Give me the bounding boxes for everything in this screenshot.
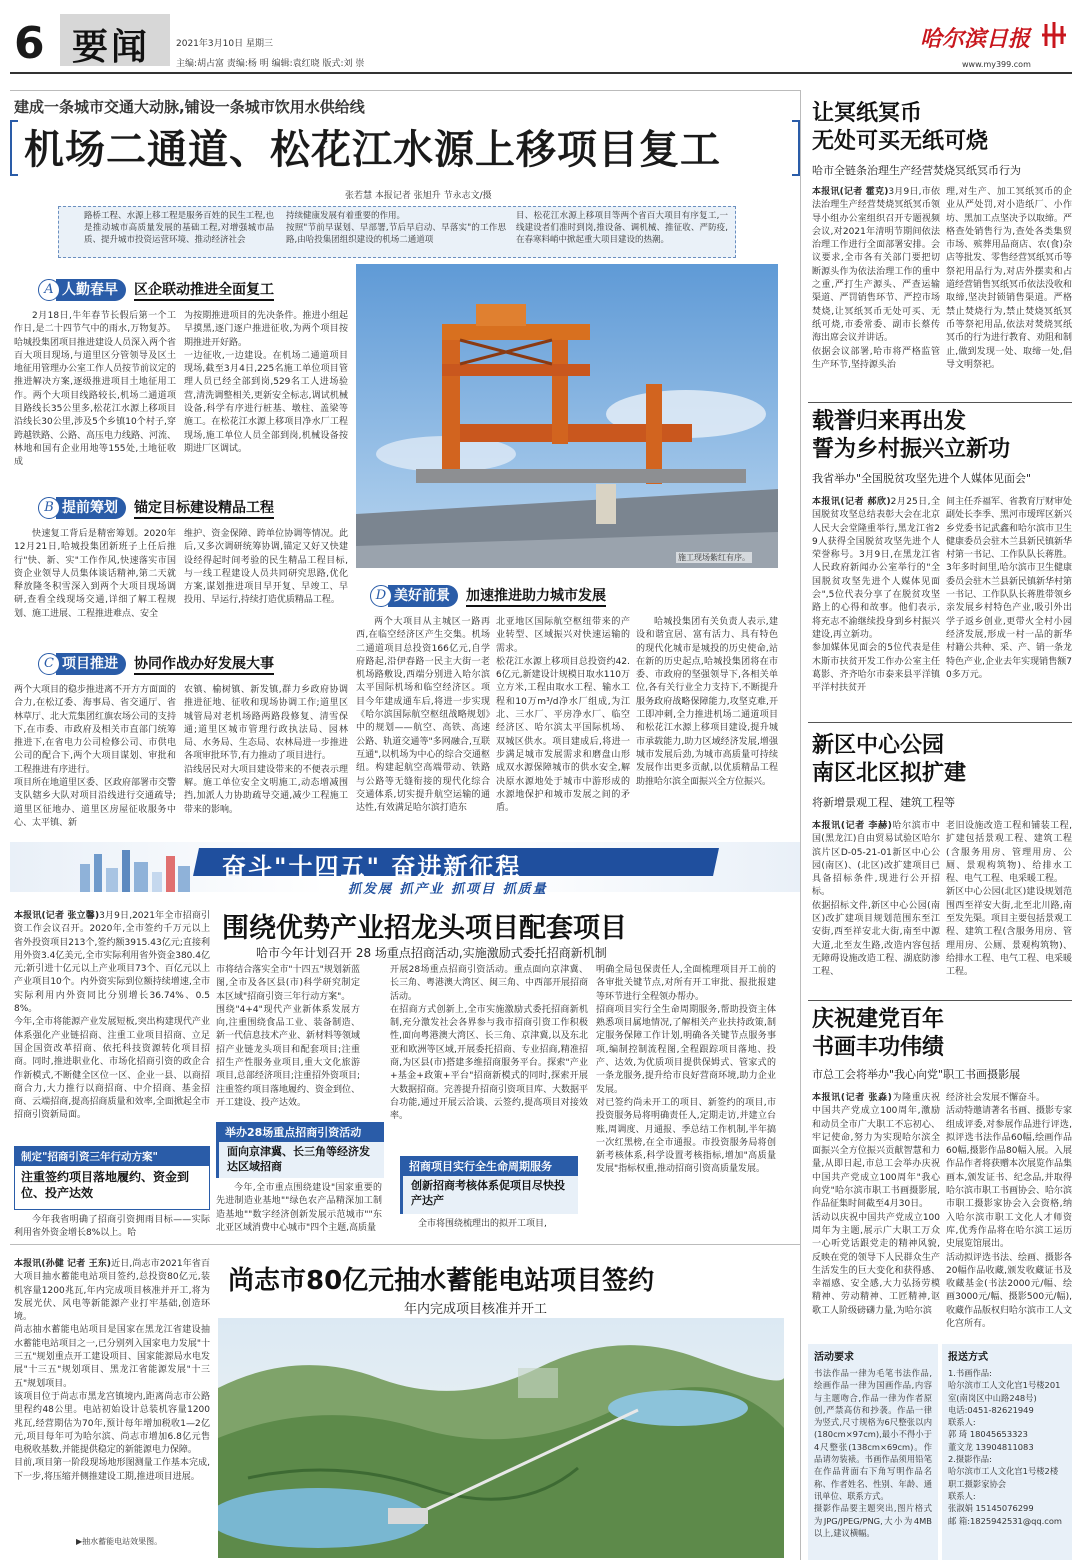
page-number: 6 <box>14 18 45 69</box>
section-a-tag: 人勤春早 <box>56 279 126 301</box>
right-s3-byline: 本报讯(记者 李赫) <box>812 821 892 831</box>
invest-box3-sub: 创新招商考核体系促项目尽快投产达产 <box>411 1179 565 1207</box>
section-a-header <box>38 278 274 302</box>
right-s1-byline: 本报讯(记者 霍克) <box>812 187 889 197</box>
banner-subtitle: 抓发展 抓产业 抓项目 抓质量 <box>348 882 548 897</box>
pump-photo-caption: ▶抽水蓄能电站效果图。 <box>76 1537 163 1546</box>
section-d-header <box>370 584 606 608</box>
right-s2-rule <box>808 722 1072 723</box>
right-s1-title-line1: 让冥纸冥币 <box>812 101 923 126</box>
right-s2-text-col2: 间主任乔福军、省教育厅财审处副处长李季、黑河市瑷珲区新兴乡党委书记武鑫和哈尔滨市卫生健康委员会驻木兰县新民镇新华村第一书记、工作队队长蒋胜。 3年多时间里,哈尔滨市卫生健康委员会驻木兰县新民镇新华村第一书记、工作队队长蒋胜带领乡亲发展乡村特色产业,吸引外出学子返乡创业,更带火全村小园经济发展,形成一村一品的新华村籍公共种、采、产、销一条龙特色产业,企业去年实现销售额70多万元。 <box>946 497 1072 680</box>
right-s4-title-line1: 庆祝建党百年 <box>812 1007 945 1032</box>
invest-text-5: 开展28场重点招商引资活动。重点面向京津冀、长三角、粤港澳大湾区、闽三角、中西部开展招商活动。 在招商方式创新上,全市实施激励式委托招商新机制,充分激发社会各界参与我市招商引资工作积极性,面向粤港澳大湾区、长三角、京津冀,以及东北亚和欧洲等区域,开展委托招商、专业招商,精准招商,为区县(市)搭建多维招商服务平台。探索"产业+基金+政策+平台"招商新模式的同时,探索开展大数据招商。完善提升招商引资项目库、大数据平台功能,通过开展云洽谈、云签约,提高项目对接效率。 <box>390 965 588 1122</box>
construction-photo-caption: 施工现场紫红有序。 <box>678 553 750 562</box>
right-s3-subtitle: 将新增景观工程、建筑工程等 <box>812 796 955 809</box>
section-c-subtitle: 协同作战办好发展大事 <box>134 653 274 675</box>
pump-text-body: 近日,尚志市2021年省百大项目抽水蓄能电站项目签约,总投资80亿元,装机容量1200兆瓦,年内完成项目核准并开工,将为发展光伏、风电等新能源产业打牢基础,创造环境。 尚志抽水蓄能电站项目是国家在黑龙江省建设抽水蓄能电站项目之一,已分别列入国家电力发展"十三五"规划重点开工建设项目、国家能源局水电发展"十三五"规划项目、黑龙江省能源发展"十三五"规划项目。 该项目位于尚志市黑龙宫镇境内,距离尚志市公路里程约48公里。电站初始设计总装机容量1200兆瓦,经营期估为70年,预计每年增加税收1—2亿元,项目每年可为哈尔滨、尚志市增加6.8亿元售电税收基数,并能提供稳定的新能源电力保障。 目前,项目第一阶段现场地形图测量工作基本完成,下一步,将压缩并侧推建设工期,推进项目进展。 <box>14 1259 210 1482</box>
invest-box3 <box>400 1156 578 1214</box>
lead-summary-col1: 路桥工程、水源上移工程是服务百姓的民生工程,也是推动城市高质量发展的基础工程,对增强城市品质、提升城市投资运营环境、推动经济社会 <box>84 211 274 245</box>
right-s4-requirements-box <box>808 1344 938 1560</box>
right-s4-submission-box <box>942 1344 1072 1560</box>
section-b-tag: 提前筹划 <box>56 497 126 519</box>
invest-box2-sub: 面向京津冀、长三角等经济发达区域招商 <box>227 1145 370 1173</box>
section-b-header <box>38 496 274 520</box>
masthead-logo-icon <box>1040 20 1068 50</box>
right-s4-requirements-text: 书法作品一律为毛笔书法作品,绘画作品一律为国画作品,内容与主题吻合,作品一律为作者原创,严禁高仿和抄袭。作品一律为竖式,尺寸规格为6尺整张以内(180cm×97cm),最小不得小于4尺整张(138cm×69cm)。作品请勿装裱。书画作品须用铅笔在作品背面右下角写明作品名称、作者姓名、性别、年龄、通讯单位、联系方式。 摄影作品要主题突出,图片格式为JPG/JPEG/PNG,大小为4MB以上,建议横幅。 <box>814 1368 932 1538</box>
pump-station-rendering <box>218 1318 784 1558</box>
right-s4-requirements-title: 活动要求 <box>814 1352 854 1363</box>
invest-box2 <box>216 1122 384 1178</box>
right-s4-byline: 本报讯(记者 张淼) <box>812 1093 892 1103</box>
section-c-text-col1: 两个大项目的稳步推进离不开方方面面的合力,在松辽委、海事局、省交通厅、省林草厅、北大荒集团红旗农场公司的支持下,在市委、市政府及相关市直部门统筹推进下,在省电力公司检修公司、市供电公司的配合下,两个大项目谋划、审批和工程推进有序进行。 项目所在地道里区委、区政府部署市交警支队辖乡大队对项目沿线进行交通疏导;道里区征地办、道里区房屋征收服务中心、太平镇、新 <box>14 685 176 828</box>
invest-text-6: 全市将围绕梳理出的拟开工项目, <box>418 1219 547 1229</box>
editor-credits: 主编:胡占富 责编:杨 明 编辑:袁红晓 版式:刘 崇 <box>176 59 365 69</box>
right-s4-submission-text: 1.书画作品: 哈尔滨市工人文化宫1号楼201室(南岗区中山路248号) 电话:0451-82621949 联系人: 郭 琦 18045653323 董文龙 13904811083 2.摄影作品: 哈尔滨市工人文化宫1号楼2楼职工摄影家协会 联系人: 张淑娟 15145076299 邮 箱:1825942531@qq.com <box>948 1368 1063 1526</box>
invest-box1-sub: 注重签约项目落地履约、资金到位、投产达效 <box>21 1170 190 1200</box>
lead-title: 机场二通道、松花江水源上移项目复工 <box>24 127 721 173</box>
section-d-text-col1: 两个大项目从主城区一路再西,在临空经济区产生交集。机场二通道项目总投资166亿元,自学府路起,沿伊春路一民主大街一老机场路敷设,西端分别进入哈尔滨太平国际机场和临空经济区。项目今年建成通车后,将进一步实现《哈尔滨国际航空枢纽战略规划》中的规划——航空、高铁、高速公路、轨道交通等"多网融合,互联互通",以机场为中心的综合交通枢纽。构建起航空高端带动、铁路与公路等无缝衔接的现代化综合交通体系,切实提升航空运输的通达性,有效满足哈尔滨打造东 <box>356 617 490 814</box>
right-s4-text-col1 <box>812 1092 940 1342</box>
section-d-subtitle: 加速推进助力城市发展 <box>466 585 606 607</box>
section-d-tag: 美好前景 <box>388 585 458 607</box>
right-s1-subtitle: 哈市全链条治理生产经营焚烧冥纸冥币行为 <box>812 164 1021 177</box>
invest-text-4: 今年,全市重点围绕建设"国家重要的先进制造业基地""绿色农产品精深加工制造基地""数字经济创新发展示范城市""东北亚区域消费中心城市"四个主题,高质量 <box>216 1183 382 1233</box>
right-s2-byline: 本报讯(记者 郝欣) <box>812 497 891 507</box>
invest-box2-title: 举办28场重点招商引资活动 <box>219 1122 384 1142</box>
invest-title: 围绕优势产业招龙头项目配套项目 <box>222 913 627 944</box>
right-s4-submission-title: 报送方式 <box>948 1352 988 1363</box>
website: www.my399.com <box>962 60 1031 69</box>
lead-summary-col3: 目、松花江水源上移项目等两个省百大项目有序复工,一线建设者们准时到岗,推设备、调机械、推征收、严防疫,在春寒料峭中掀起重大项目建设的热潮。 <box>516 211 728 245</box>
right-s1-title-line2: 无处可买无纸可烧 <box>812 129 989 154</box>
section-c-header <box>38 652 274 676</box>
invest-text-3: 市将结合落实全市"十四五"规划新蓝图,全市及各区县(市)科学研究制定本区域"招商引资三年行动方案"。 围绕"4+4"现代产业新体系发展方向,注重围绕食品工业、装备制造、新一代信息技术产业、新材料等领域招产业链龙头项目和配套项目;注重招生产性服务业项目,重大文化旅游项目,总部经济项目;注重招外资项目;注重签约项目落地履约、资金到位、开工建设、投产达效。 <box>216 965 360 1108</box>
header-rule <box>10 72 1072 74</box>
column-divider <box>800 90 801 1560</box>
invest-byline: 本报讯(记者 张立馨) <box>14 911 100 921</box>
right-s3-rule <box>808 1000 1072 1001</box>
right-s3-text-1: 哈尔滨市中国(黑龙江)自由贸易试验区哈尔滨片区D-05-21-01新区中心公园(南区)、(北区)改扩建项目已具备招标条件,现进行公开招标。 依据招标文件,新区中心公园(南区)改扩建项目规划范围东至江安街,西至祥安北大街,南至中源大道,北至友生路,改造内容包括无障碍设施改造工程、湖底防渗工程、 <box>812 821 940 978</box>
invest-text-1: 3月9日,2021年全市招商引资工作会议召开。2020年,全市签约千万元以上省外投资项目213个,签约额3915.43亿元;直接利用外资3.4亿美元,全市实际利用省外资金380.4亿元;新引进十亿元以上产业项目73个、百亿元以上产业项目10个。内外资实际到位额持续增速,全市实际利用内外资同比分别增长36.74%、0.58%。 今年,全市将能源产业发展短板,突出构建现代产业体系强化产业链招商、注重工业项目招商、立足国企国资改革招商、依托科技资源转化项目招商。同时,推进职业化、市场化招商引资的政企合作新模式,不断健全区位一区、企业一县、以商招商合力,大力推行以商招商、中介招商、基金招商、云端招商,提高招商质量和效率,全面掀起全市招商引资新局面。 <box>14 911 210 1121</box>
section-a-subtitle: 区企联动推进全面复工 <box>134 279 274 301</box>
pump-text <box>14 1258 210 1544</box>
section-label-box <box>60 14 170 66</box>
right-s2-text-1: 2月25日,全国脱贫攻坚总结表彰大会在北京人民大会堂隆重举行,黑龙江省29人获得全国脱贫攻坚先进个人荣誉称号。3月9日,在黑龙江省人民政府新闻办公室举行的"全国脱贫攻坚先进个人媒体见面会",5位代表分享了在脱贫攻坚路上的心得和故事。他们表示,将充志不渝继续投身到乡村振兴建设,再立新功。 参加媒体见面会的5位代表是佳木斯市扶贫开发工作办公室主任葛影、齐齐哈尔市泰来县平洋镇平洋村扶贫开 <box>812 497 940 694</box>
invest-text-2: 今年我省明确了招商引资拥雨目标——实际利用省外资金增长8%以上。哈 <box>14 1215 210 1239</box>
section-b-letter: B <box>38 497 60 519</box>
section-b-text-col2: 维护、资金保障、跨单位协调等情况。此后,又多次调研统筹协调,锚定又好又快建设经得起时间考验的民生精品工程目标,与一线工程建设人员共同研究思路,优化方案,谋划推进项目早开复、早竣工、早投用、早运行,持续打造优质精品工程。 <box>184 529 348 606</box>
issue-date: 2021年3月10日 星期三 <box>176 39 273 49</box>
right-s1-text-col2: 理,对生产、加工冥纸冥币的企业从严处罚,对小造纸厂、小作坊、黑加工点坚决予以取缔。严格查处销售行为,查处各类集贸市场、殡葬用品商店、农(食)杂店等批发、零售经营冥纸冥币等祭祀用品行为,对店外摆卖和占道经营销售冥纸冥币依法没收和取缔,坚决封锁销售渠道。严格禁止焚烧行为,禁止焚烧冥纸冥币等祭祀用品,依法对焚烧冥纸冥币的行为进行教育、劝阻和制止,做到发现一处、取缔一处,倡导文明祭祀。 <box>946 187 1072 370</box>
right-s1-rule <box>808 402 1072 403</box>
invest-box3-title: 招商项目实行全生命周期服务 <box>403 1156 578 1176</box>
section-b-text-col1: 快速复工背后是精密筹划。2020年12月21日,哈城投集团新班子上任后推行"快、新、实"工作作风,快速落实市国资企业领导人员集体谈话精神,第二天就释放隆冬积雪深入到两个大项目现场调研,查看全线现场交通,详细了解工程规划、施工进展、工程推进难点、安全 <box>14 529 176 619</box>
section-d-text-col2: 北亚地区国际航空枢纽带来的产业转型、区域振兴对快速运输的需求。 松花江水源上移项目总投资约42.6亿元,新建设计规模日取水110万立方米,工程由取水工程、输水工程和10万m³/d净水厂组成,为江北、三水厂、平房净水厂、临空经济区、哈尔滨太平国际机场、双城区供水。项目建成后,将进一步满足城市发展需求和磨盘山形成双水源保障城市的供水安全,解决原水源地处于城市中游形成的水源地保护和城市发展之间的矛盾。 <box>496 617 630 814</box>
invest-text-col1 <box>14 910 210 1142</box>
banner-title: 奋斗"十四五" 奋进新征程 <box>222 853 522 881</box>
pump-subtitle: 年内完成项目核准并开工 <box>404 1302 548 1317</box>
right-s2-title-line1: 载誉归来再出发 <box>812 409 967 434</box>
section-d-text-col3: 哈城投集团有关负责人表示,建设和谐宜居、富有活力、具有特色的现代化城市是城投的历史使命,站在新的历史起点,哈城投集团将在市委、市政府的坚强领导下,各相关单位,各有关行业全力支持下,不断提升服务政府战略保障能力,攻坚克难,开工即冲刺,全力推进机场二通道项目和松花江水源上移项目建设,提升城市承载能力,助力区域经济发展,增强城市发展后劲,为城市高质量可持续发展作出更多贡献,以优质精品工程助推哈尔滨全面振兴全方位振兴。 <box>636 617 778 787</box>
right-s4-title-line2: 书画丰功伟绩 <box>812 1035 945 1060</box>
section-a-letter: A <box>38 279 60 301</box>
pump-title: 尚志市80亿元抽水蓄能电站项目签约 <box>228 1266 655 1296</box>
right-s2-subtitle: 我省举办"全国脱贫攻坚先进个人媒体见面会" <box>812 472 1032 485</box>
section-a-text-col2: 为按期推进项目的先决条件。推进小组起早摸黑,逐门逐户推进征收,为两个项目按期推进开好路。 一边征收,一边建设。在机场二通道项目现场,截至3月4日,225名施工单位项目管理人员已经全部到岗,529名工人进场验营,清洗调整相关,更新安全标志,调试机械设备,科学有序进行桩基、墩柱、盖梁等施工。在松花江水源上移项目净水厂工程现场,施工单位人员全部到岗,机械设备按期进厂区调试。 <box>184 311 348 454</box>
invest-bottom-rule <box>10 1244 800 1245</box>
right-s4-subtitle: 市总工会将举办"我心向党"职工书画摄影展 <box>812 1068 1021 1081</box>
construction-photo <box>356 264 778 568</box>
right-s2-title-line2: 誓为乡村振兴立新功 <box>812 437 1011 462</box>
right-s3-text-col1 <box>812 820 940 996</box>
lead-summary-col2: 持续健康发展有着重要的作用。 按照"节前早谋划、早部署,节后早启动、早落实"的工作思路,由哈投集团组织建设的机场二通道项 <box>286 211 506 245</box>
section-c-letter: C <box>38 653 60 675</box>
section-a-text-col1: 2月18日,牛年春节长假后第一个工作日,是二十四节气中的雨水,万物复苏。哈城投集团项目推进建设人员深入两个省百大项目现场,与道里区分管领导及区土地征用管理办公室工作人员按节前议定的推进解决方案,逐级推进项目土地征用工作。两个大项目线路较长,机场二通道项目路线长35公里多,松花江水源上移项目沿线长30公里,涉及5个乡镇10个村子,穿跨越铁路、公路、高压电力线路、河流、林地和国有企业用地等155处,土地征收成 <box>14 311 176 468</box>
city-skyline-icon <box>70 842 200 892</box>
section-label: 要闻 <box>72 27 151 68</box>
lead-top-rule <box>10 90 800 91</box>
pump-byline: 本报讯(孙健 记者 王东) <box>14 1259 111 1269</box>
invest-text-7: 明确全局包保责任人,全面梳理项目开工前的各审批关键节点,对所有开工审批、报批报建等环节进行全程领办帮办。 招商项目实行全生命周期服务,帮助投资主体熟悉项目属地情况,了解相关产业扶持政策,制定服务保障工作计划,明确各关键节点服务事项,编制控制流程图,全程跟踪项目落地、投产、达效,为优质项目提供保姆式、管家式的一条龙服务,提升给市良好营商环境,助力企业发展。 对已签约尚未开工的项目、新签约的项目,市投资服务局将明确责任人,定期走访,并建立台账,周调度、月通报、季总结工作机制,半年搞一次红黑榜,在全市通报。市投资服务局将创新考核体系,科学设置考核指标,增加"高质量发展"指标权重,推动招商引资高质量发展。 <box>596 965 776 1175</box>
right-s3-title-line1: 新区中心公园 <box>812 733 945 758</box>
lead-kicker: 建成一条城市交通大动脉,铺设一条城市饮用水供给线 <box>14 98 365 116</box>
right-s3-text-col2: 老旧设施改造工程和铺装工程,扩建包括景观工程、建筑工程(含服务用房、管理用房、公厕、景观构筑物)、给排水工程、电气工程、电采暖工程。 新区中心公园(北区)建设规划范围西至祥安大街,北至北川路,南至发先渠。项目主要包括景观工程、建筑工程(含服务用房、管理用房、公厕、景观构筑物)、给排水工程、电气工程、电采暖工程。 <box>946 821 1072 978</box>
lead-byline: 张若慧 本报记者 张旭升 节永志文/摄 <box>345 191 492 201</box>
masthead-title: 哈尔滨日报 <box>920 26 1031 52</box>
invest-box1-title: 制定"招商引资三年行动方案" <box>15 1147 209 1166</box>
invest-subtitle: 哈市今年计划召开 28 场重点招商活动,实施激励式委托招商新机制 <box>256 946 607 960</box>
section-b-subtitle: 锚定目标建设精品工程 <box>134 497 274 519</box>
right-s2-text-col1 <box>812 496 940 718</box>
section-c-tag: 项目推进 <box>56 653 126 675</box>
right-s3-title-line2: 南区北区拟扩建 <box>812 761 967 786</box>
right-s1-text-col1 <box>812 186 940 398</box>
invest-box1 <box>14 1146 210 1210</box>
section-c-text-col2: 农镇、榆树镇、新发镇,群力乡政府协调推进征地、征收和现场协调工作;道里区城管局对老机场路两路段修复、清雪保通;道里区城市管理行政执法局、园林局、水务局、生态局、农林局进一步推进各项审批环节,有力推动了项目进行。 沿线居民对大项目建设带来的不便表示理解。施工单位安全文明施工,动态增减围挡,加派人力协助疏导交通,减少工程施工带来的影响。 <box>184 685 348 815</box>
right-s4-text-1: 为隆重庆祝中国共产党成立100周年,激励和动员全市广大职工不忘初心、牢记使命,努力为实现哈尔滨全面振兴全方位振兴贡献智慧和力量,从即日起,市总工会举办庆祝中国共产党成立100周年"我心向党"哈尔滨市职工书画摄影展,作品征集时间截至4月30日。 活动以庆祝中国共产党成立100周年为主题,展示广大职工万众一心听党话跟党走的精神风貌,反映在党的领导下人民群众生产生活发生的巨大变化和获得感、幸福感、安全感,大力弘扬劳模精神、劳动精神、工匠精神,讴歌工人阶级磅礴力量,为哈尔滨 <box>812 1093 940 1316</box>
right-s4-text-col2: 经济社会发展不懈奋斗。 活动特邀请著名书画、摄影专家组成评委,对参展作品进行评选,拟评选书法作品60幅,绘画作品60幅,摄影作品80幅入展。入展作品作者将获赠本次展览作品集画本,颁发证书、纪念品,并取得哈尔滨市职工书画协会、哈尔滨市职工摄影家协会入会资格,纳入哈尔滨市职工文化人才师资库,优秀作品将在哈尔滨工运历史展览馆展出。 活动拟评选书法、绘画、摄影各20幅作品收藏,颁发收藏证书及收藏基金(书法2000元/幅、绘画3000元/幅、摄影500元/幅),收藏作品版权归哈尔滨市工人文化宫所有。 <box>946 1093 1072 1330</box>
right-s1-text-1: 3月9日,市依法治理生产经营焚烧冥纸冥币领导小组办公室组织召开专题视频会议,对2021年清明节期间依法治理工作进行全面部署安排。会议要求,全市各有关部门要把切断源头作为依法治理工作的重中之重,严打生产源头、严查运输渠道、严罚销售环节、严控市场焚烧,让冥纸冥币无处可买、无纸可烧,市委常委、副市长蔡传海出席会议并讲话。 依据会议部署,哈市将严格监管生产环节,坚持源头治 <box>812 187 940 370</box>
section-d-letter: D <box>370 585 392 607</box>
